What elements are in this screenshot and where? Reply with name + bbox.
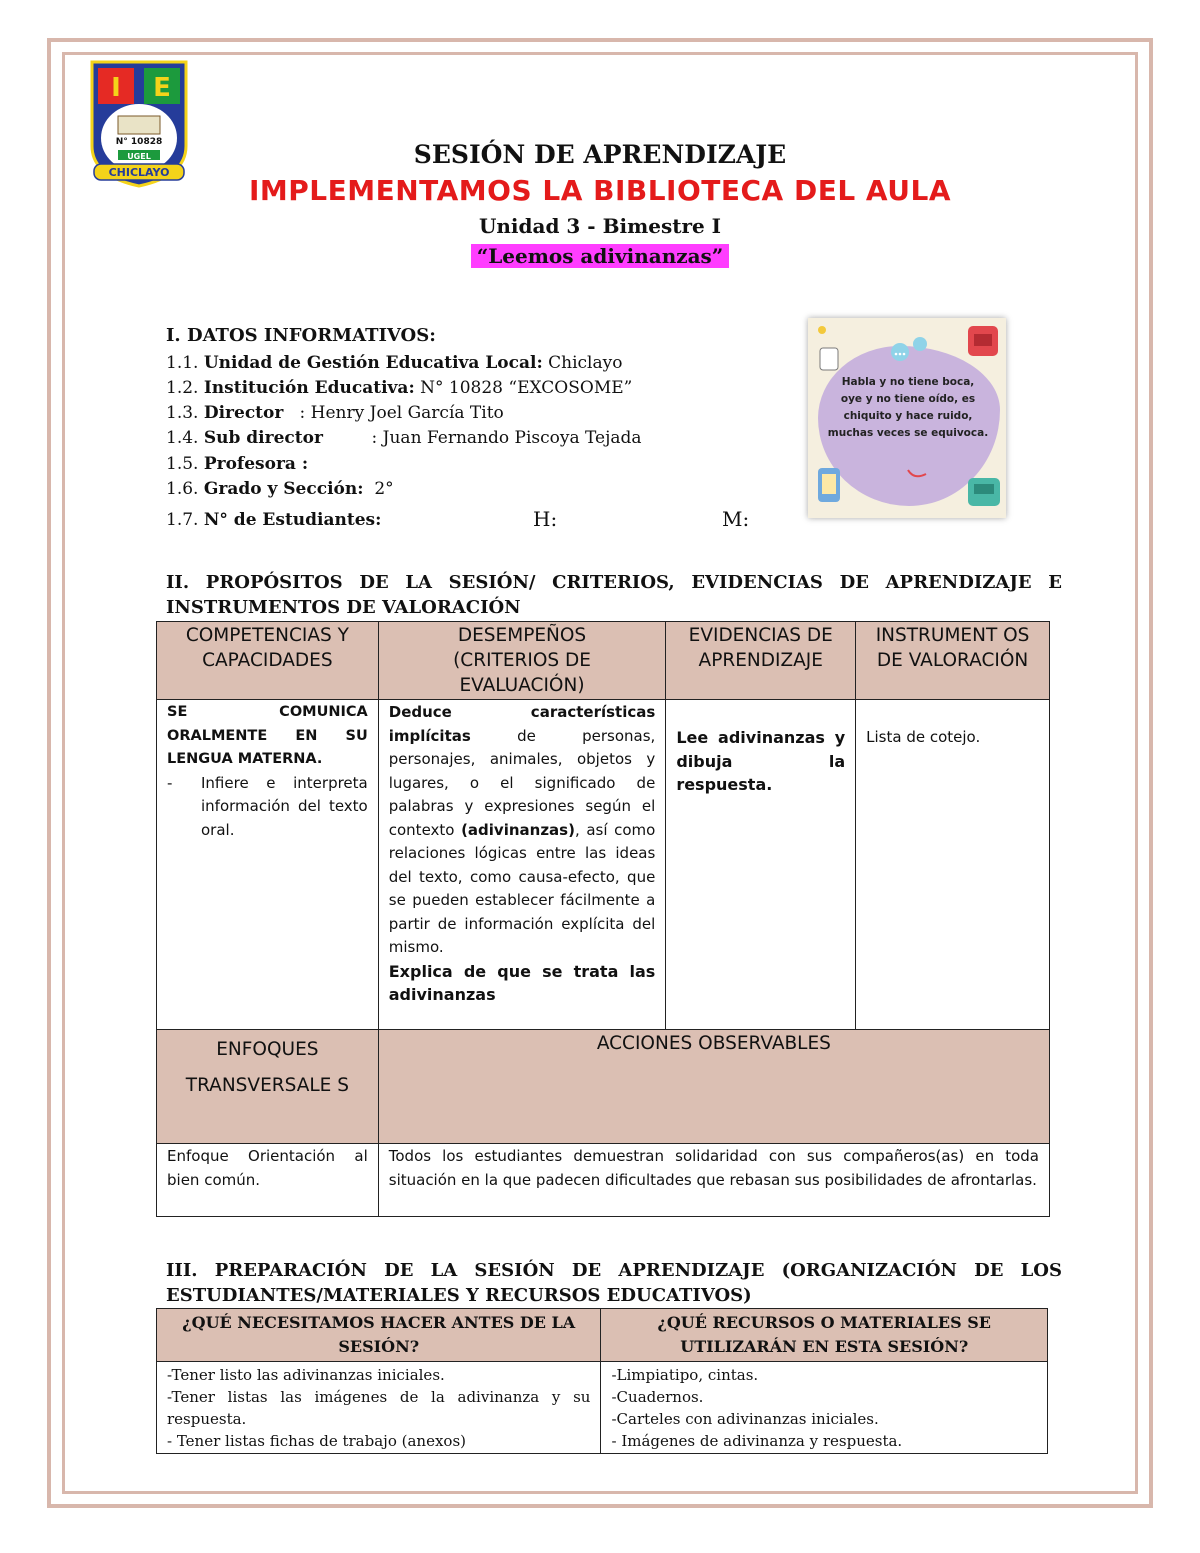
list-item: -Limpiatipo, cintas. xyxy=(611,1366,759,1384)
header-competencias: COMPETENCIAS Y CAPACIDADES xyxy=(157,622,379,700)
enfoques-header: ENFOQUES TRANSVERSALE S xyxy=(157,1030,379,1144)
header-materials: ¿QUÉ RECURSOS O MATERIALES SE UTILIZARÁN EN ESTA SESIÓN? xyxy=(601,1309,1048,1362)
list-item: -Carteles con adivinanzas iniciales. xyxy=(611,1410,879,1428)
session-subtitle: IMPLEMENTAMOS LA BIBLIOTECA DEL AULA xyxy=(248,174,951,207)
section2-title-line2: INSTRUMENTOS DE VALORACIÓN xyxy=(166,597,521,618)
students-m: M: xyxy=(722,507,750,531)
header-desempenos: DESEMPEÑOS (CRITERIOS DE EVALUACIÓN) xyxy=(378,622,666,700)
materials-list xyxy=(601,1362,1048,1454)
datos-item: 1.4. Sub director : Juan Fernando Piscoya Tejada xyxy=(166,428,642,448)
desempeno-cell xyxy=(378,700,666,1030)
unit-label: Unidad 3 - Bimestre I xyxy=(478,214,722,238)
evidencia-cell: Lee adivinanzas y dibuja la respuesta. xyxy=(666,700,856,1030)
riddle-image xyxy=(808,318,1006,518)
enfoque-cell: Enfoque Orientación al bien común. xyxy=(157,1144,379,1217)
logo-city: CHICLAYO xyxy=(108,166,170,179)
preparation-table xyxy=(156,1308,1048,1454)
datos-title: I. DATOS INFORMATIVOS: xyxy=(166,325,436,346)
capacidad-item xyxy=(167,772,368,843)
list-item: -Cuadernos. xyxy=(611,1388,704,1406)
desempeno-bold2: (adivinanzas) xyxy=(461,820,575,839)
datos-item: 1.5. Profesora : xyxy=(166,454,309,474)
section3-title-line1: III. PREPARACIÓN DE LA SESIÓN DE APRENDIZAJE (ORGANIZACIÓN DE LOS xyxy=(166,1260,1062,1281)
header-instrumentos: INSTRUMENT OS DE VALORACIÓN xyxy=(856,622,1050,700)
capacidad-text: Infiere e interpreta información del texto oral. xyxy=(201,773,368,839)
list-item: -Tener listo las adivinanzas iniciales. xyxy=(167,1366,445,1384)
header-before-session: ¿QUÉ NECESITAMOS HACER ANTES DE LA SESIÓN? xyxy=(157,1309,601,1362)
before-list xyxy=(157,1362,601,1454)
acciones-header: ACCIONES OBSERVABLES xyxy=(378,1030,1049,1144)
logo-letter-e: E xyxy=(153,73,171,103)
section2-title-line1: II. PROPÓSITOS DE LA SESIÓN/ CRITERIOS, EVIDENCIAS DE APRENDIZAJE E xyxy=(166,572,1062,593)
section3-title-line2: ESTUDIANTES/MATERIALES Y RECURSOS EDUCATIVOS) xyxy=(166,1285,752,1306)
riddle-line: muchas veces se equivoca. xyxy=(827,427,989,439)
desempeno-bold1: Deduce características implícitas xyxy=(388,703,656,745)
session-name: “Leemos adivinanzas” xyxy=(471,244,730,268)
header-evidencias: EVIDENCIAS DE APRENDIZAJE xyxy=(666,622,856,700)
datos-item: 1.3. Director : Henry Joel García Tito xyxy=(166,403,504,423)
desempeno-text2: , así como relaciones lógicas entre las ideas del texto, como causa-efecto, que se pueden establecer fácilmente a partir de información explícita del mismo. xyxy=(388,820,656,956)
logo-letter-i: I xyxy=(111,73,121,103)
datos-item: 1.2. Institución Educativa: N° 10828 “EXCOSOME” xyxy=(166,378,633,398)
students-h: H: xyxy=(533,507,558,531)
page-title: SESIÓN DE APRENDIZAJE xyxy=(413,140,787,169)
desempeno-bold3: Explica de que se trata las adivinanzas xyxy=(388,961,656,1004)
logo-code: N° 10828 xyxy=(115,137,163,147)
desempeno-text1: de personas, personajes, animales, objetos y lugares, o el significado de palabras y expresiones según el contexto xyxy=(388,726,656,839)
list-item: - Imágenes de adivinanza y respuesta. xyxy=(611,1432,903,1450)
competencia-text: SE COMUNICA ORALMENTE EN SU LENGUA MATERNA. xyxy=(167,704,368,767)
riddle-text xyxy=(822,374,994,442)
datos-students: 1.7. N° de Estudiantes: xyxy=(166,510,382,530)
section2-title xyxy=(166,570,1062,620)
list-item: -Tener listas las imágenes de la adivinanza y su respuesta. xyxy=(167,1388,591,1428)
datos-item: 1.6. Grado y Sección: 2° xyxy=(166,479,394,499)
riddle-line: oye y no tiene oído, es xyxy=(840,393,976,405)
accion-cell: Todos los estudiantes demuestran solidaridad con sus compañeros(as) en toda situación en la que padecen dificultades que rebasan sus posibilidades de afrontarlas. xyxy=(378,1144,1049,1217)
section3-title xyxy=(166,1258,1062,1308)
competencia-cell xyxy=(157,700,379,1030)
list-item: - Tener listas fichas de trabajo (anexos) xyxy=(167,1432,466,1450)
purposes-table xyxy=(156,621,1050,1217)
instrumento-cell: Lista de cotejo. xyxy=(856,700,1050,1030)
logo-ugel: UGEL xyxy=(127,152,151,161)
capacidad-bullet: - xyxy=(167,773,173,792)
riddle-line: Habla y no tiene boca, xyxy=(841,376,975,388)
session-name-wrap xyxy=(0,244,1200,268)
datos-item: 1.1. Unidad de Gestión Educativa Local: Chiclayo xyxy=(166,353,623,373)
riddle-line: chiquito y hace ruido, xyxy=(843,410,973,422)
